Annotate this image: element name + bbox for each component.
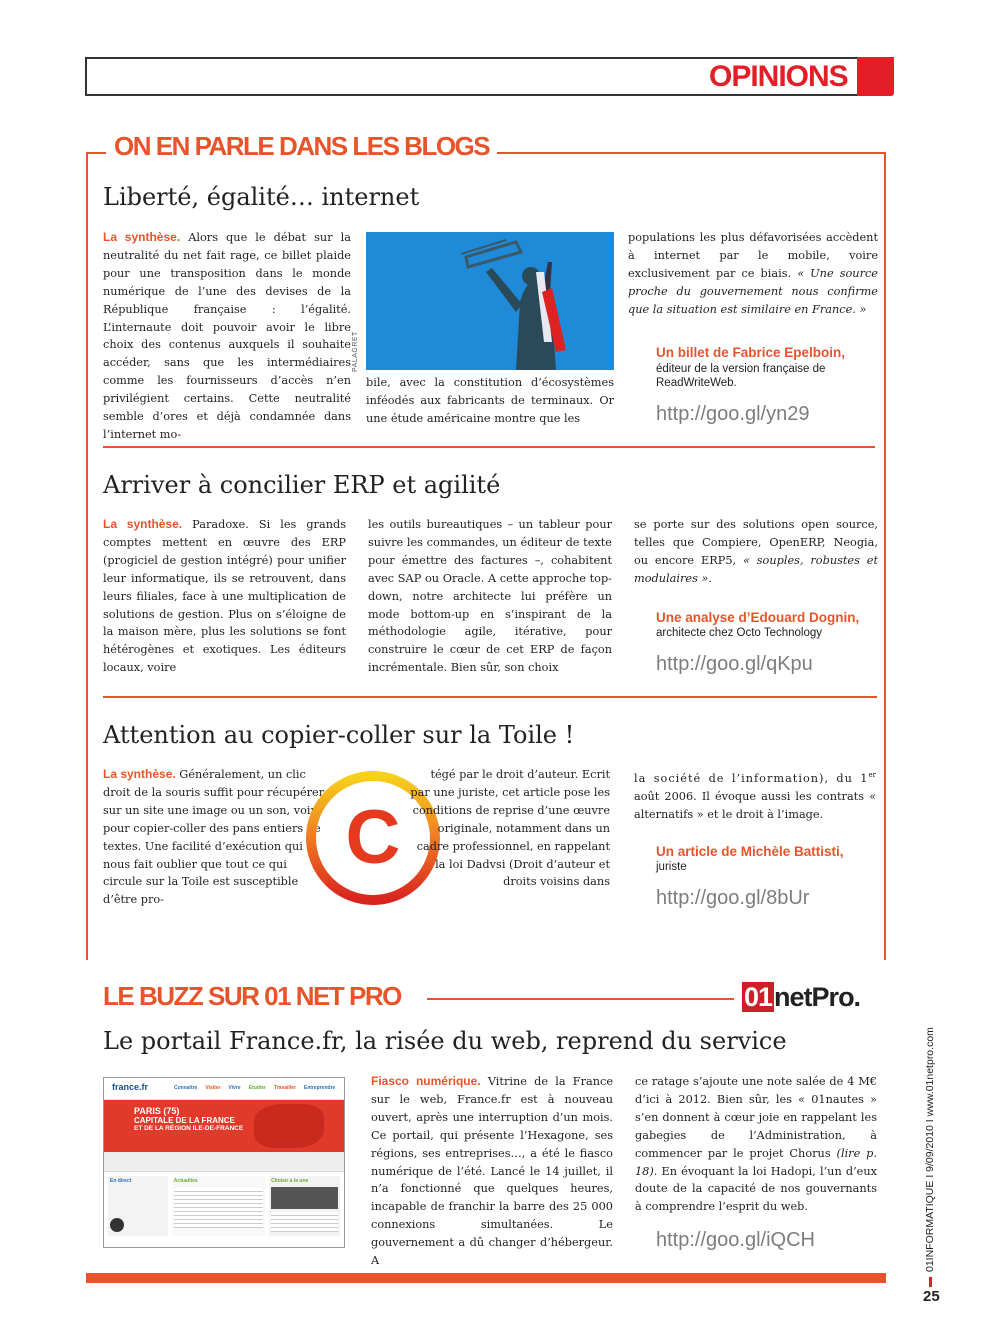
copyright-symbol: C: [345, 795, 401, 880]
nav-item: Travailler: [273, 1085, 296, 1091]
article-col3: [634, 766, 876, 824]
article-text: bile, avec la constitution d’écosystèmes inféodés aux fabricants de terminaux. Or une étude américaine montre que les: [366, 376, 614, 425]
lead-label: Fiasco numérique.: [371, 1074, 481, 1088]
article-title: Arriver à concilier ERP et agilité: [103, 471, 501, 499]
article-quote: « Une source proche du gouvernement nous confirme que la situation est similaire en France. »: [628, 266, 878, 316]
lead-label: La synthèse.: [103, 767, 176, 781]
col-avatar: [110, 1218, 124, 1232]
lead-label: La synthèse.: [103, 230, 181, 244]
france-fr-screenshot: [103, 1077, 345, 1248]
liberty-statue-photo: [366, 232, 614, 370]
article-text: ce ratage s’ajoute une note salée de 4 M€ d’ici à 2012. Bien sûr, les « 01nautes » s’en donnent à cœur joie en rappelant les gabegies de l’Administration, à commencer par le projet Chorus: [635, 1075, 877, 1160]
article-col1: [103, 766, 325, 909]
blogs-section-title: ON EN PARLE DANS LES BLOGS: [106, 130, 497, 162]
screenshot-gray-bar: [104, 1152, 344, 1172]
article-text: les outils bureautiques – un tableur pour suivre les commandes, un éditeur de texte pour émettre des factures –, cohabitent avec SAP ou Oracle. A cette approche top-down, notre architecte lui préfère un mode bottom-up en s’inspirant de la méthodologie agile, itérative, pour construire le cœur de cet ERP de façon incrémentale. Bien sûr, son choix: [368, 518, 612, 675]
nav-item: Visiter: [205, 1085, 221, 1091]
article-title: Attention au copier-coller sur la Toile !: [103, 721, 575, 749]
divider: [103, 446, 875, 448]
article-link[interactable]: http://goo.gl/8bUr: [656, 887, 810, 909]
article-link[interactable]: http://goo.gl/iQCH: [656, 1229, 815, 1251]
article-text: Vitrine de la France sur le web, France.fr est à nouveau ouvert, après une interruption d’un mois. Ce portail, qui présente l’Hexagone, ses régions, ses entreprises…, a été le fiasco numérique de l’été. Lancé le 14 juillet, il n’a fonctionné que quelques heures, incapable de franchir la barre des 25 000 connexions simultanées. Le gouvernement a dû changer d’hébergeur. A: [371, 1075, 614, 1268]
col-lines: [271, 1212, 338, 1232]
section-label: OPINIONS: [709, 60, 848, 93]
nav-item: Entreprendre: [303, 1085, 336, 1091]
buzz-title: Le portail France.fr, la risée du web, reprend du service: [103, 1027, 787, 1055]
article-ref: (lire p. 18).: [635, 1146, 878, 1178]
article-col1: [103, 229, 351, 444]
article-text: En évoquant la loi Hadopi, l’un d’eux doute de la capacité de nos gouvernants à comprendre l’esprit du web.: [635, 1164, 877, 1214]
logo-01: 01: [744, 982, 773, 1012]
article-text: août 2006. Il évoque aussi les contrats « alternatifs » et le droit à l’image.: [634, 789, 876, 821]
divider: [103, 696, 877, 698]
buzz-col3: [635, 1073, 877, 1216]
col-lines: [174, 1188, 263, 1228]
article-title: Liberté, égalité… internet: [103, 183, 420, 211]
france-fr-logo: france.fr: [112, 1082, 149, 1092]
buzz-section-title: LE BUZZ SUR 01 NET PRO: [95, 980, 409, 1012]
author-role: architecte chez Octo Technology: [656, 627, 822, 639]
banner-line: ET DE LA RÉGION ILE-DE-FRANCE: [134, 1125, 244, 1132]
screenshot-col: [172, 1176, 265, 1236]
screenshot-nav: [174, 1085, 335, 1091]
col-image: [271, 1187, 338, 1209]
article-quote: « souples, robustes et modulaires ».: [634, 553, 878, 585]
author-name: Un article de Michèle Battisti,: [656, 844, 844, 859]
article-text: la société de l’information), du 1: [634, 771, 869, 785]
article-text: Généralement, un clic droit de la souris suffit pour récupérer sur un site une image ou un son, voire pour copier-coller des pans entiers de textes. Une facilité d’exécution qui nous fait oublier que tout ce qui circule sur la Toile est susceptible d’être pro-: [103, 768, 325, 907]
screenshot-columns: [104, 1172, 344, 1240]
logo-net: net: [774, 982, 812, 1012]
photo-credit: PALAGRET: [352, 331, 359, 372]
sidebar-accent: [929, 1277, 932, 1287]
sidebar-text: 01INFORMATIQUE I 9/09/2010 I www.01netpro.com: [924, 1027, 936, 1272]
superscript: er: [868, 771, 876, 779]
banner-line: PARIS (75): [134, 1106, 180, 1116]
article-text: se porte sur des solutions open source, telles que Compiere, OpenERP, Neogia, ou encore ERP5,: [634, 518, 878, 567]
screenshot-col: [269, 1176, 340, 1236]
article-link[interactable]: http://goo.gl/qKpu: [656, 653, 813, 675]
screenshot-col: [108, 1176, 168, 1236]
banner-line: CAPITALE DE LA FRANCE: [134, 1116, 235, 1125]
col-header: En direct: [110, 1178, 132, 1184]
article-link[interactable]: http://goo.gl/yn29: [656, 403, 810, 425]
article-col1: [103, 516, 346, 677]
col-header: Actualités: [173, 1178, 198, 1184]
article-text: Paradoxe. Si les grands comptes mettent en œuvre des ERP (progiciel de gestion intégré) pour unifier leur informatique, ils se retrouvent, dans leurs filiales, face à une multiplication de solutions de gestion. Plus on s’éloigne de la maison mère, plus les solutions se font hétérogènes et exotiques. Les éditeurs locaux, voire: [103, 518, 347, 675]
screenshot-header: [104, 1078, 344, 1100]
article-col3: [628, 229, 878, 319]
article-text: populations les plus défavorisées accèdent à internet par le mobile, voire exclusivement par ce biais.: [628, 231, 878, 280]
author-role: juriste: [656, 861, 687, 873]
author-name: Un billet de Fabrice Epelboin,: [656, 345, 846, 360]
article-col3: [634, 516, 878, 588]
buzz-col2: [371, 1073, 613, 1270]
screenshot-banner: [104, 1100, 344, 1152]
logo-pro: Pro.: [811, 982, 861, 1012]
01netpro-logo: [742, 982, 877, 1012]
page-number: 25: [923, 1288, 940, 1305]
header-tab: [857, 57, 894, 96]
author-name: Une analyse d’Edouard Dognin,: [656, 610, 860, 625]
nav-item: Etudier: [248, 1085, 266, 1091]
bottom-bar: [86, 1273, 886, 1283]
lead-label: La synthèse.: [103, 517, 183, 531]
nav-item: Vivre: [228, 1085, 241, 1091]
author-role: éditeur de la version française de ReadWriteWeb.: [656, 363, 826, 389]
col-header: Choisir à la une: [271, 1178, 309, 1184]
divider: [427, 998, 734, 1000]
article-text: tégé par le droit d’auteur. Ecrit par une juriste, cet article pose les conditions de reprise d’une œuvre originale, notamment dans un cadre professionnel, en rappelant la loi Dadvsi (Droit d’auteur et droits voisins dans: [410, 768, 610, 889]
article-text: Alors que le débat sur la neutralité du net fait rage, ce billet plaide pour une transposition dans le monde numérique de l’une des devises de la République française : l’égalité. L’internaute doit pouvoir avoir le libre choix des contenus auxquels il souhaite accéder, sans que les intermédiaires comme les fournisseurs d’accès n’en privilégient certains. Cette neutralité semble d’ores et déjà condamnée dans l’internet mo-: [103, 231, 352, 441]
nav-item: Connaître: [174, 1085, 198, 1091]
